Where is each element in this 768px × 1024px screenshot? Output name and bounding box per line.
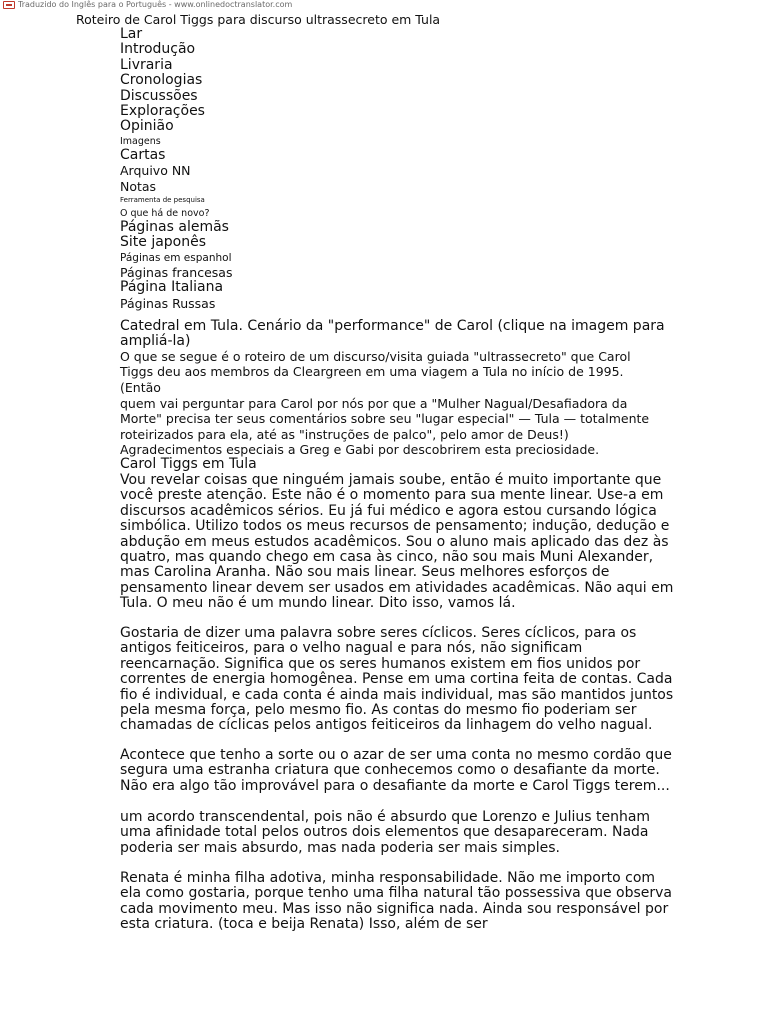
body-paragraph: Vou revelar coisas que ninguém jamais soube, então é muito importante que você preste atenção. Este não é o momento para sua mente linear. Use-a em discursos acadêmicos sérios. Eu já fui médico e agora estou cursando lógica simbólica. Utilizo todos os meus recursos de pensamento; indução, dedução e abdução em meus estudos acadêmicos. Sou o aluno mais aplicado das dez às quatro, mas quando chego em casa às cinco, não sou mais Muni Alexander, mas Carolina Aranha. Não sou mais linear. Seus melhores esforços de pensamento linear devem ser usados em atividades acadêmicas. Não aqui em Tula. O meu não é um mundo linear. Dito isso, vamos lá. — [120, 472, 674, 612]
translate-icon — [3, 1, 15, 9]
page-title: Roteiro de Carol Tiggs para discurso ultrassecreto em Tula — [76, 12, 441, 27]
body-paragraph: Gostaria de dizer uma palavra sobre seres cíclicos. Seres cíclicos, para os antigos feiticeiros, para o velho nagual e para nós, não significam reencarnação. Significa que os seres humanos existem em fios unidos por correntes de energia homogênea. Pense em uma cortina feita de contas. Cada fio é individual, e cada conta é ainda mais individual, mas são mantidos juntos pela mesma força, pelo mesmo fio. As contas do mesmo fio poderiam ser chamadas de cíclicas pelos antigos feiticeiros da linhagem do velho nagual. — [120, 625, 674, 734]
body-paragraph: um acordo transcendental, pois não é absurdo que Lorenzo e Julius tenham uma afinidade total pelos outros dois elementos que desapareceram. Nada poderia ser mais absurdo, mas nada poderia ser mais simples. — [120, 809, 651, 856]
nav-link-explorations[interactable]: Explorações — [120, 103, 205, 120]
nav-link-japanese-site[interactable]: Site japonês — [120, 234, 207, 251]
nav-link-whats-new[interactable]: O que há de novo? — [120, 208, 210, 220]
intro-paragraph-continued: quem vai perguntar para Carol por nós por que a "Mulher Nagual/Desafiadora da Morte" precisa ter seus comentários sobre seu "lugar especial" — Tula — totalmente roteirizados para ela, até as "instruções de palco", pelo amor de Deus!) Agradecimentos especiais a Greg e Gabi por descobrirem esta preciosidade. — [120, 396, 650, 458]
nav-link-nn-archive[interactable]: Arquivo NN — [120, 163, 191, 179]
translation-banner[interactable] — [3, 0, 292, 10]
nav-link-french-pages[interactable]: Páginas francesas — [120, 264, 233, 280]
image-caption-link[interactable]: Catedral em Tula. Cenário da "performance" de Carol (clique na imagem para ampliá-la) — [120, 318, 665, 350]
nav-link-search-tool[interactable]: Ferramenta de pesquisa — [120, 196, 205, 205]
nav-link-images[interactable]: Imagens — [120, 135, 161, 147]
body-paragraph: Acontece que tenho a sorte ou o azar de ser uma conta no mesmo cordão que segura uma estranha criatura que conhecemos como o desafiante da morte. Não era algo tão improvável para o desafiante da morte e Carol Tiggs terem... — [120, 747, 672, 794]
body-paragraph: Renata é minha filha adotiva, minha responsabilidade. Não me importo com ela como gostaria, porque tenho uma filha natural tão possessiva que observa cada movimento meu. Mas isso não significa nada. Ainda sou responsável por esta criatura. (toca e beija Renata) Isso, além de ser — [120, 870, 673, 933]
nav-link-spanish-pages[interactable]: Páginas em espanhol — [120, 251, 232, 264]
translation-banner-text[interactable]: Traduzido do Inglês para o Português - www.onlinedoctranslator.com — [18, 0, 293, 9]
nav-link-notes[interactable]: Notas — [120, 178, 157, 194]
nav-link-home[interactable]: Lar — [120, 26, 143, 42]
nav-link-opinion[interactable]: Opinião — [120, 118, 174, 135]
intro-paragraph: O que se segue é o roteiro de um discurso/visita guiada "ultrassecreto" que Carol Tiggs deu aos membros da Cleargreen em uma viagem a Tula no início de 1995. (Então — [120, 349, 631, 395]
site-nav — [120, 27, 232, 311]
nav-link-bookstore[interactable]: Livraria — [120, 56, 173, 73]
nav-link-discussions[interactable]: Discussões — [120, 87, 198, 104]
nav-link-chronologies[interactable]: Cronologias — [120, 72, 203, 89]
nav-link-letters[interactable]: Cartas — [120, 146, 166, 163]
section-heading: Carol Tiggs em Tula — [120, 456, 257, 472]
nav-link-introduction[interactable]: Introdução — [120, 41, 196, 58]
nav-link-german-pages[interactable]: Páginas alemãs — [120, 219, 229, 236]
nav-link-russian-pages[interactable]: Páginas Russas — [120, 295, 216, 311]
nav-link-italian-page[interactable]: Página Italiana — [120, 279, 224, 296]
